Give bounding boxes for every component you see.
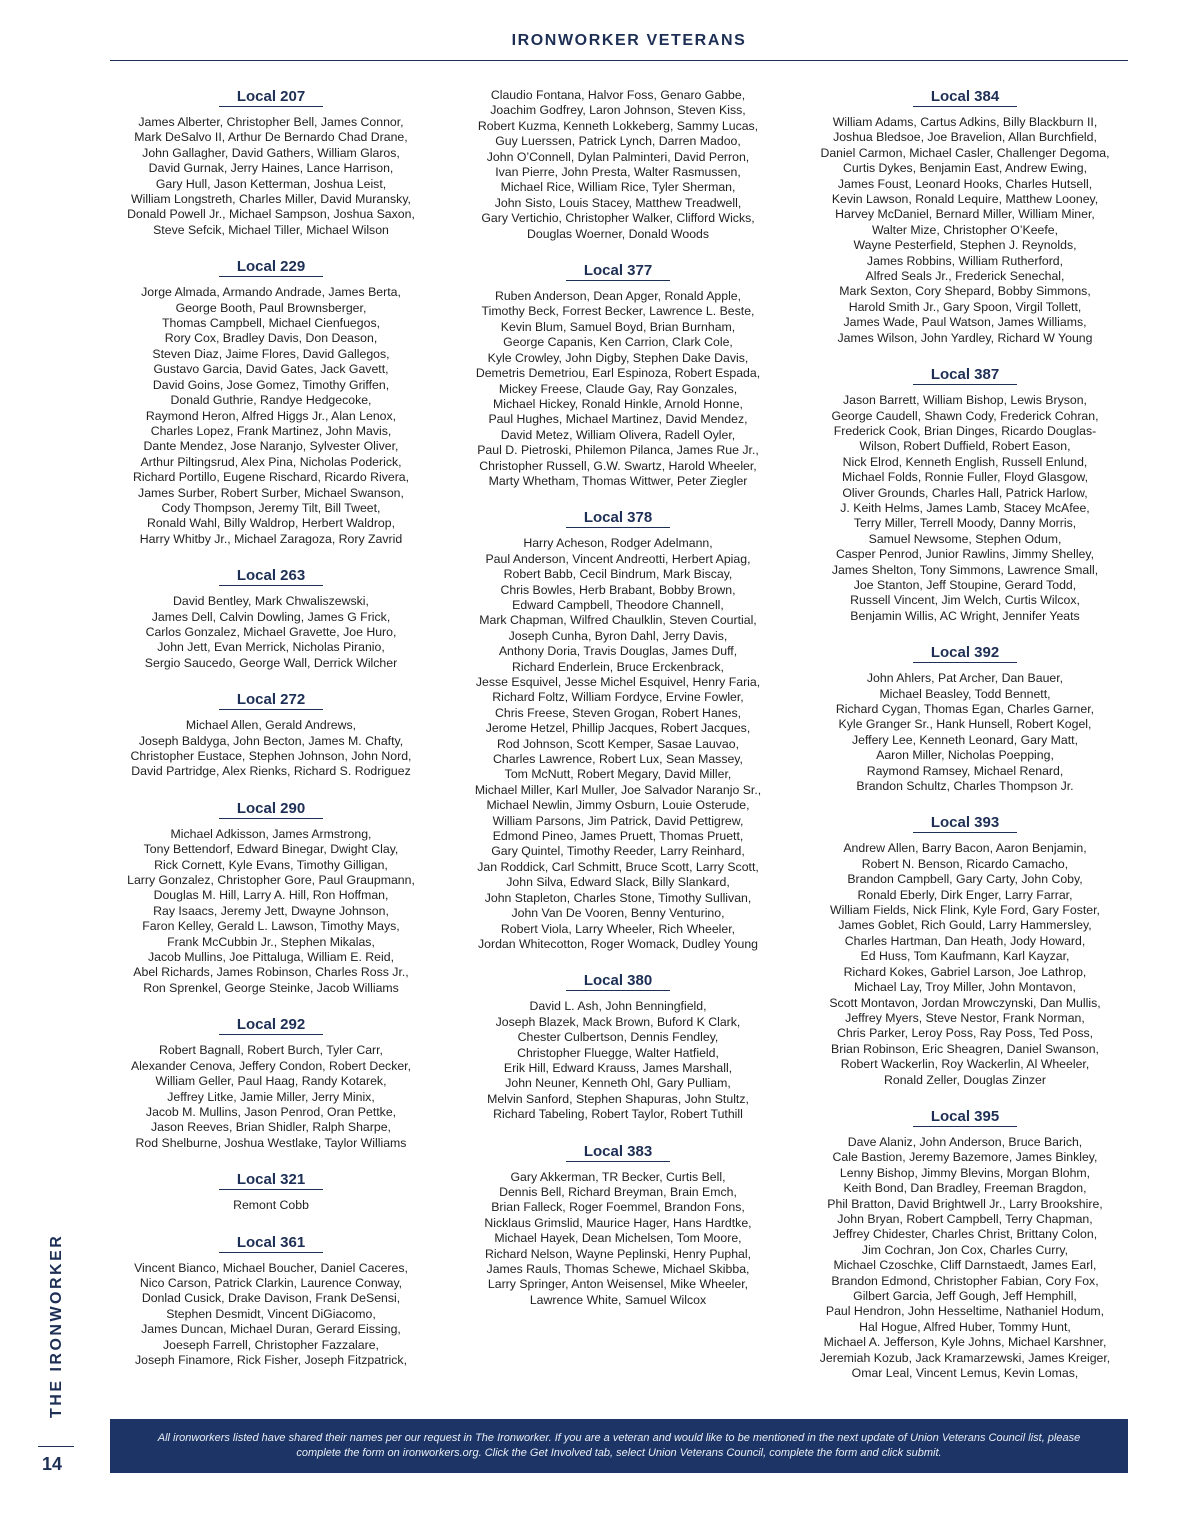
local-section: [110, 258, 432, 547]
footer-banner: [110, 1419, 1128, 1473]
member-names: Dave Alaniz, John Anderson, Bruce Barich, Cale Bastion, Jeremy Bazemore, James Binkley, Lenny Bishop, Jimmy Blevins, Morgan Blohm, Keith Bond, Dan Bradley, Freeman Bragdon, Phil Bratton, David Brightwell Jr., Larry Brookshire, John Bryan, Robert Campbell, Terry Chapman, Jeffrey Chidester, Charles Christ, Brittany Colon, Jim Cochran, Jon Cox, Charles Curry, Michael Czoschke, Cliff Darnstaedt, James Earl, Brandon Edmond, Christopher Fabian, Cory Fox, Gilbert Garcia, Jeff Gough, Jeff Hemphill, Paul Hendron, John Hesseltime, Nathaniel Hodum, Hal Hogue, Alfred Huber, Tommy Hunt, Michael A. Jefferson, Kyle Johns, Michael Karshner, Jeremiah Kozub, Jack Kramarzewski, James Kreiger, Omar Leal, Vincent Lemus, Kevin Lomas,: [819, 1134, 1111, 1381]
local-section: [804, 88, 1126, 346]
local-title: Local 290: [219, 800, 323, 819]
local-section: [110, 1171, 432, 1213]
member-names: Jason Barrett, William Bishop, Lewis Bryson, George Caudell, Shawn Cody, Frederick Cohran, Frederick Cook, Brian Dinges, Ricardo Douglas- Wilson, Robert Duffield, Robert Eason, Nick Elrod, Kenneth English, Russell Enlund, Michael Folds, Ronnie Fuller, Floyd Glasgow, Oliver Grounds, Charles Hall, Patrick Harlow, J. Keith Helms, James Lamb, Stacey McAfee, Terry Miller, Terrell Moody, Danny Morris, Samuel Newsome, Stephen Odum, Casper Penrod, Junior Rawlins, Jimmy Shelley, James Shelton, Tony Simmons, Lawrence Small, Joe Stanton, Jeff Stoupine, Gerard Todd, Russell Vincent, Jim Welch, Curtis Wilcox, Benjamin Willis, AC Wright, Jennifer Yeats: [831, 393, 1099, 623]
local-title: Local 393: [913, 814, 1017, 833]
column-right: [804, 88, 1126, 1401]
local-section: [457, 1143, 779, 1309]
local-title: Local 207: [219, 88, 323, 107]
member-names: James Alberter, Christopher Bell, James Connor, Mark DeSalvo II, Arthur De Bernardo Chad Drane, John Gallagher, David Gathers, William Glaros, David Gurnak, Jerry Haines, Lance Harrison, Gary Hull, Jason Ketterman, Joshua Leist, William Longstreth, Charles Miller, David Muransky, Donald Powell Jr., Michael Sampson, Joshua Saxon, Steve Sefcik, Michael Tiller, Michael Wilson: [127, 115, 415, 237]
member-names: Ruben Anderson, Dean Apger, Ronald Apple, Timothy Beck, Forrest Becker, Lawrence L. Beste, Kevin Blum, Samuel Boyd, Brian Burnham, George Capanis, Ken Carrion, Clark Cole, Kyle Crowley, John Digby, Stephen Dake Davis, Demetris Demetriou, Earl Espinoza, Robert Espada, Mickey Freese, Claude Gay, Ray Gonzales, Michael Hickey, Ronald Hinkle, Arnold Honne, Paul Hughes, Michael Martinez, David Mendez, David Metez, William Olivera, Radell Oyler, Paul D. Pietroski, Philemon Pilanca, James Rue Jr., Christopher Russell, G.W. Swartz, Harold Wheeler, Marty Whetham, Thomas Wittwer, Peter Ziegler: [475, 289, 761, 488]
member-names: David L. Ash, John Benningfield, Joseph Blazek, Mack Brown, Buford K Clark, Chester Culbertson, Dennis Fendley, Christopher Fluegge, Walter Hatfield, Erik Hill, Edward Krauss, James Marshall, John Neuner, Kenneth Ohl, Gary Pulliam, Melvin Sanford, Stephen Shapuras, John Stultz, Richard Tabeling, Robert Taylor, Robert Tuthill: [487, 999, 749, 1122]
column-middle: [457, 88, 779, 1328]
local-section: [804, 814, 1126, 1088]
member-names: John Ahlers, Pat Archer, Dan Bauer, Michael Beasley, Todd Bennett, Richard Cygan, Thomas Egan, Charles Garner, Kyle Granger Sr., Hank Hunsell, Robert Kogel, Jeffery Lee, Kenneth Leonard, Gary Matt, Aaron Miller, Nicholas Poepping, Raymond Ramsey, Michael Renard, Brandon Schultz, Charles Thompson Jr.: [835, 671, 1095, 794]
publication-name: THE IRONWORKER: [48, 1233, 65, 1418]
local-section: [457, 262, 779, 489]
footer-note: All ironworkers listed have shared their names per our request in The Ironworker. If you are a veteran and would like to be mentioned in the next update of Union Veterans Council list, please complete the form on ironworkers.org. Click the Get Involved tab, select Union Veterans Council, complete the form and click submit.: [157, 1432, 1081, 1459]
member-names: Michael Allen, Gerald Andrews, Joseph Baldyga, John Becton, James M. Chafty, Christopher Eustace, Stephen Johnson, John Nord, David Partridge, Alex Rienks, Richard S. Rodriguez: [130, 718, 412, 779]
local-section: [804, 366, 1126, 624]
member-names: Andrew Allen, Barry Bacon, Aaron Benjamin, Robert N. Benson, Ricardo Camacho, Brandon Campbell, Gary Carty, John Coby, Ronald Eberly, Dirk Enger, Larry Farrar, William Fields, Nick Flink, Kyle Ford, Gary Foster, James Goblet, Rich Gould, Larry Hammersley, Charles Hartman, Dan Heath, Jody Howard, Ed Huss, Tom Kaufmann, Karl Kayzar, Richard Kokes, Gabriel Larson, Joe Lathrop, Michael Lay, Troy Miller, John Montavon, Scott Montavon, Jordan Mrowczynski, Dan Mullis, Jeffrey Myers, Steve Nestor, Frank Norman, Chris Parker, Leroy Poss, Ray Poss, Ted Poss, Brian Robinson, Eric Sheagren, Daniel Swanson, Robert Wackerlin, Roy Wackerlin, Al Wheeler, Ronald Zeller, Douglas Zinzer: [829, 841, 1101, 1087]
local-section: [110, 1016, 432, 1151]
local-title: Local 361: [219, 1234, 323, 1253]
page-title: IRONWORKER VETERANS: [511, 32, 747, 49]
member-names: Remont Cobb: [233, 1198, 309, 1213]
local-section: [804, 1108, 1126, 1382]
local-title: Local 383: [566, 1143, 670, 1162]
local-title: Local 395: [913, 1108, 1017, 1127]
local-section: [110, 88, 432, 238]
local-section: [457, 972, 779, 1122]
member-names: David Bentley, Mark Chwaliszewski, James Dell, Calvin Dowling, James G Frick, Carlos Gonzalez, Michael Gravette, Joe Huro, John Jett, Evan Merrick, Nicholas Piranio, Sergio Saucedo, George Wall, Derrick Wilcher: [144, 594, 398, 670]
member-names: Harry Acheson, Rodger Adelmann, Paul Anderson, Vincent Andreotti, Herbert Apiag, Robert Babb, Cecil Bindrum, Mark Biscay, Chris Bowles, Herb Brabant, Bobby Brown, Edward Campbell, Theodore Channell, Mark Chapman, Wilfred Chaulklin, Steven Courtial, Joseph Cunha, Byron Dahl, Jerry Davis, Anthony Doria, Travis Douglas, James Duff, Richard Enderlein, Bruce Erckenbrack, Jesse Esquivel, Jesse Michel Esquivel, Henry Faria, Richard Foltz, William Fordyce, Ervine Fowler, Chris Freese, Steven Grogan, Robert Hanes, Jerome Hetzel, Phillip Jacques, Robert Jacques, Rod Johnson, Scott Kemper, Sasae Lauvao, Charles Lawrence, Robert Lux, Sean Massey, Tom McNutt, Robert Megary, David Miller, Michael Miller, Karl Muller, Joe Salvador Naranjo Sr., Michael Newlin, Jimmy Osburn, Louie Osterude, William Parsons, Jim Patrick, David Pettigrew, Edmond Pineo, James Pruett, Thomas Pruett, Gary Quintel, Timothy Reeder, Larry Reinhard, Jan Roddick, Carl Schmitt, Bruce Scott, Larry Scott, John Silva, Edward Slack, Billy Slankard, John Stapleton, Charles Stone, Timothy Sullivan, John Van De Vooren, Benny Venturino, Robert Viola, Larry Wheeler, Rich Wheeler, Jordan Whitecotton, Roger Womack, Dudley Young: [474, 536, 762, 951]
member-names: Michael Adkisson, James Armstrong, Tony Bettendorf, Edward Binegar, Dwight Clay, Rick Cornett, Kyle Evans, Timothy Gilligan, Larry Gonzalez, Christopher Gore, Paul Graupmann, Douglas M. Hill, Larry A. Hill, Ron Hoffman, Ray Isaacs, Jeremy Jett, Dwayne Johnson, Faron Kelley, Gerald L. Lawson, Timothy Mays, Frank McCubbin Jr., Stephen Mikalas, Jacob Mullins, Joe Pittaluga, William E. Reid, Abel Richards, James Robinson, Charles Ross Jr., Ron Sprenkel, George Steinke, Jacob Williams: [127, 826, 415, 995]
divider: [38, 1446, 74, 1447]
local-section: [804, 644, 1126, 794]
local-title: Local 272: [219, 691, 323, 710]
page-number: 14: [42, 1454, 63, 1474]
column-left: [110, 88, 432, 1388]
member-names: William Adams, Cartus Adkins, Billy Blackburn II, Joshua Bledsoe, Joe Bravelion, Allan Burchfield, Daniel Carmon, Michael Casler, Challenger Degoma, Curtis Dykes, Benjamin East, Andrew Ewing, James Foust, Leonard Hooks, Charles Hutsell, Kevin Lawson, Ronald Lequire, Matthew Looney, Harvey McDaniel, Bernard Miller, William Miner, Walter Mize, Christopher O’Keefe, Wayne Pesterfield, Stephen J. Reynolds, James Robbins, William Rutherford, Alfred Seals Jr., Frederick Senechal, Mark Sexton, Cory Shepard, Bobby Simmons, Harold Smith Jr., Gary Spoon, Virgil Tollett, James Wade, Paul Watson, James Williams, James Wilson, John Yardley, Richard W Young: [820, 115, 1110, 345]
member-names: Robert Bagnall, Robert Burch, Tyler Carr, Alexander Cenova, Jeffery Condon, Robert Decker, William Geller, Paul Haag, Randy Kotarek, Jeffrey Litke, Jamie Miller, Jerry Minix, Jacob M. Mullins, Jason Penrod, Oran Pettke, Jason Reeves, Brian Shidler, Ralph Sharpe, Rod Shelburne, Joshua Westlake, Taylor Williams: [130, 1043, 412, 1150]
local-section: [110, 567, 432, 671]
local-title: Local 378: [566, 509, 670, 528]
local-title: Local 292: [219, 1016, 323, 1035]
local-title: Local 380: [566, 972, 670, 991]
local-section: [457, 509, 779, 952]
member-names-continued: Claudio Fontana, Halvor Foss, Genaro Gabbe, Joachim Godfrey, Laron Johnson, Steven Kiss, Robert Kuzma, Kenneth Lokkeberg, Sammy Lucas, Guy Luerssen, Patrick Lynch, Darren Madoo, John O’Connell, Dylan Palminteri, David Perron, Ivan Pierre, John Presta, Walter Rasmussen, Michael Rice, William Rice, Tyler Sherman, John Sisto, Louis Stacey, Matthew Treadwell, Gary Vertichio, Christopher Walker, Clifford Wicks, Douglas Woerner, Donald Woods: [477, 88, 759, 241]
local-title: Local 377: [566, 262, 670, 281]
local-section: [110, 800, 432, 996]
local-title: Local 392: [913, 644, 1017, 663]
local-title: Local 321: [219, 1171, 323, 1190]
local-title: Local 384: [913, 88, 1017, 107]
local-section: [110, 691, 432, 780]
member-names: Jorge Almada, Armando Andrade, James Berta, George Booth, Paul Brownsberger, Thomas Campbell, Michael Cienfuegos, Rory Cox, Bradley Davis, Don Deason, Steven Diaz, Jaime Flores, David Gallegos, Gustavo Garcia, David Gates, Jack Gavett, David Goins, Jose Gomez, Timothy Griffen, Donald Guthrie, Randye Hedgecoke, Raymond Heron, Alfred Higgs Jr., Alan Lenox, Charles Lopez, Frank Martinez, John Mavis, Dante Mendez, Jose Naranjo, Sylvester Oliver, Arthur Piltingsrud, Alex Pina, Nicholas Poderick, Richard Portillo, Eugene Rischard, Ricardo Rivera, James Surber, Robert Surber, Michael Swanson, Cody Thompson, Jeremy Tilt, Bill Tweet, Ronald Wahl, Billy Waldrop, Herbert Waldrop, Harry Whitby Jr., Michael Zaragoza, Rory Zavrid: [132, 285, 410, 546]
local-title: Local 387: [913, 366, 1017, 385]
member-names: Vincent Bianco, Michael Boucher, Daniel Caceres, Nico Carson, Patrick Clarkin, Laurence Conway, Donlad Cusick, Drake Davison, Frank DeSensi, Stephen Desmidt, Vincent DiGiacomo, James Duncan, Michael Duran, Gerard Eissing, Joeseph Farrell, Christopher Fazzalare, Joseph Finamore, Rick Fisher, Joseph Fitzpatrick,: [134, 1260, 408, 1367]
local-section: [110, 1234, 432, 1369]
page-header: [110, 32, 1128, 61]
local-title: Local 263: [219, 567, 323, 586]
local-title: Local 229: [219, 258, 323, 277]
member-names: Gary Akkerman, TR Becker, Curtis Bell, Dennis Bell, Richard Breyman, Brain Emch, Brian Falleck, Roger Foemmel, Brandon Fons, Nicklaus Grimslid, Maurice Hager, Hans Hardtke, Michael Hayek, Dean Michelsen, Tom Moore, Richard Nelson, Wayne Peplinski, Henry Puphal, James Rauls, Thomas Schewe, Michael Skibba, Larry Springer, Anton Weisensel, Mike Wheeler, Lawrence White, Samuel Wilcox: [484, 1169, 752, 1307]
